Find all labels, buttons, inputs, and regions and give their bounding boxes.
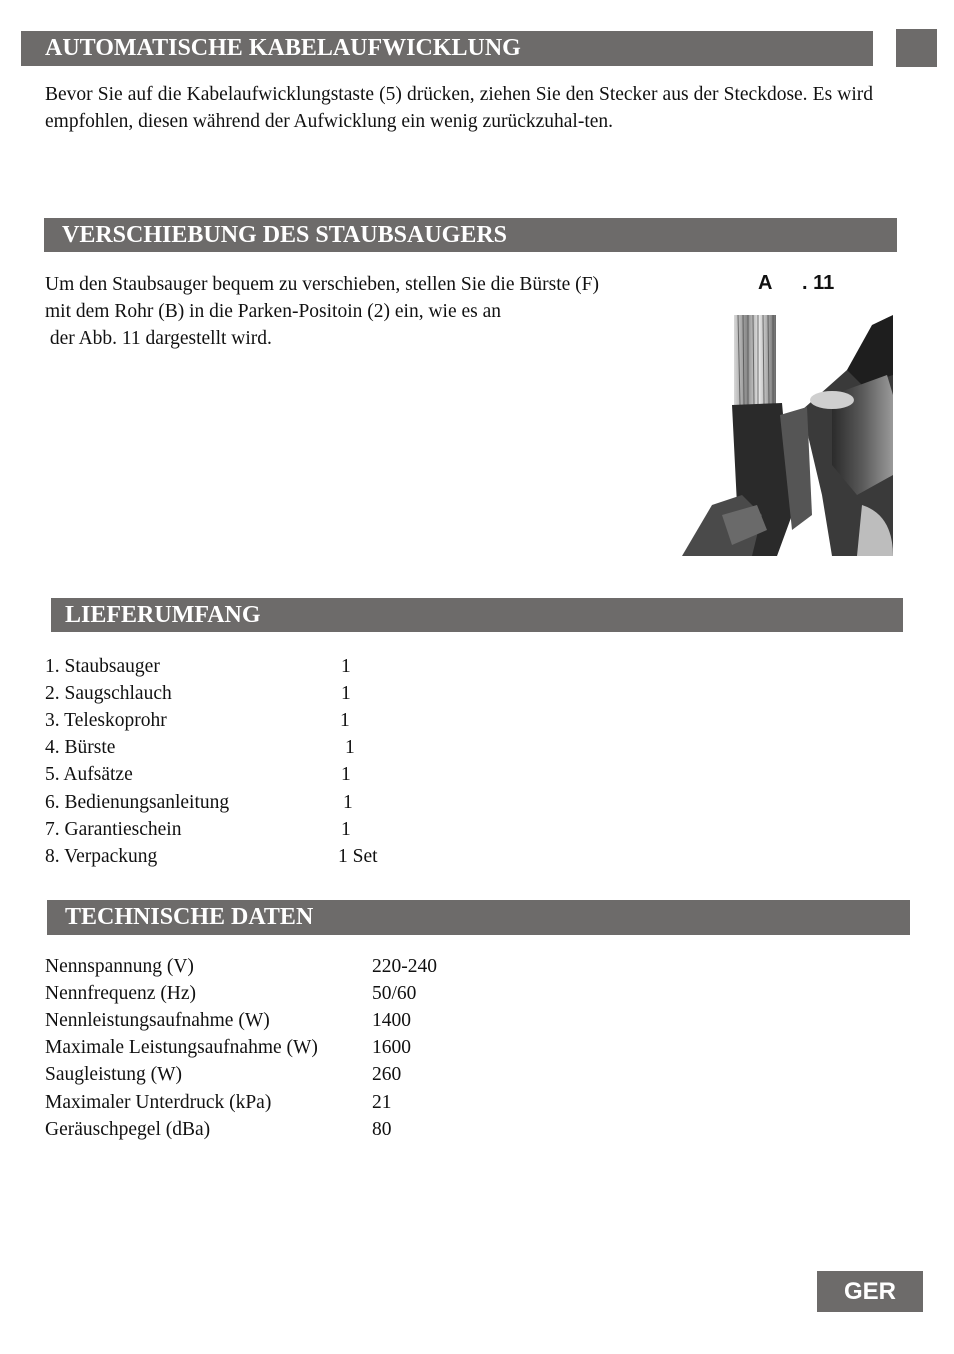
delivery-item-qty: 1 Set — [338, 846, 378, 867]
tech-label: Maximaler Unterdruck (kPa) — [45, 1092, 272, 1113]
tech-value: 260 — [372, 1064, 402, 1085]
delivery-item-qty: 1 — [341, 764, 351, 785]
figure-label-number: . 11 — [802, 272, 835, 294]
delivery-item-name: 2. Saugschlauch — [45, 683, 172, 704]
delivery-item-qty: 1 — [341, 683, 351, 704]
delivery-item-name: 1. Staubsauger — [45, 656, 160, 677]
tech-label: Nennspannung (V) — [45, 956, 194, 977]
delivery-item-name: 5. Aufsätze — [45, 764, 133, 785]
tech-label: Saugleistung (W) — [45, 1064, 183, 1085]
tech-value: 21 — [372, 1092, 392, 1113]
delivery-item-qty: 1 — [341, 656, 351, 677]
language-badge: GER — [817, 1271, 923, 1312]
moving-line: der Abb. 11 dargestellt wird. — [45, 328, 272, 349]
tech-value: 1400 — [372, 1010, 411, 1031]
section-title-tech: TECHNISCHE DATEN — [47, 900, 910, 935]
delivery-item-name: 6. Bedienungsanleitung — [45, 792, 230, 813]
tech-value: 80 — [372, 1119, 392, 1140]
delivery-item-name: 4. Bürste — [45, 737, 116, 758]
delivery-item-qty: 1 — [345, 737, 355, 758]
tech-label: Nennleistungsaufnahme (W) — [45, 1010, 270, 1031]
section-title-delivery: LIEFERUMFANG — [51, 598, 903, 632]
delivery-item-name: 3. Teleskoprohr — [45, 710, 167, 731]
tech-label: Geräuschpegel (dBa) — [45, 1119, 211, 1140]
moving-line: Um den Staubsauger bequem zu verschieben, stellen Sie die Bürste (F) — [45, 274, 599, 295]
delivery-item-qty: 1 — [343, 792, 353, 813]
section-title-cable: AUTOMATISCHE KABELAUFWICKLUNG — [21, 31, 873, 66]
delivery-item-qty: 1 — [340, 710, 350, 731]
moving-line: mit dem Rohr (B) in die Parken-Positoin (2) ein, wie es an — [45, 301, 502, 322]
tech-value: 50/60 — [372, 983, 417, 1004]
delivery-item-name: 7. Garantieschein — [45, 819, 182, 840]
section-title-moving: VERSCHIEBUNG DES STAUBSAUGERS — [44, 218, 897, 252]
delivery-item-name: 8. Verpackung — [45, 846, 158, 867]
corner-marker — [896, 29, 937, 67]
vacuum-parking-photo — [682, 315, 893, 556]
tech-label: Maximale Leistungsaufnahme (W) — [45, 1037, 318, 1058]
delivery-item-qty: 1 — [341, 819, 351, 840]
cable-text: Bevor Sie auf die Kabelaufwicklungstaste (5) drücken, ziehen Sie den Stecker aus der Steckdose. Es wird empfohlen, diesen während der Aufwicklung ein wenig zurückzuhal-ten. — [45, 84, 873, 132]
moving-text — [45, 271, 695, 352]
figure-label-a: A — [758, 272, 773, 294]
tech-label: Nennfrequenz (Hz) — [45, 983, 197, 1004]
tech-value: 1600 — [372, 1037, 411, 1058]
tech-value: 220-240 — [372, 956, 437, 977]
